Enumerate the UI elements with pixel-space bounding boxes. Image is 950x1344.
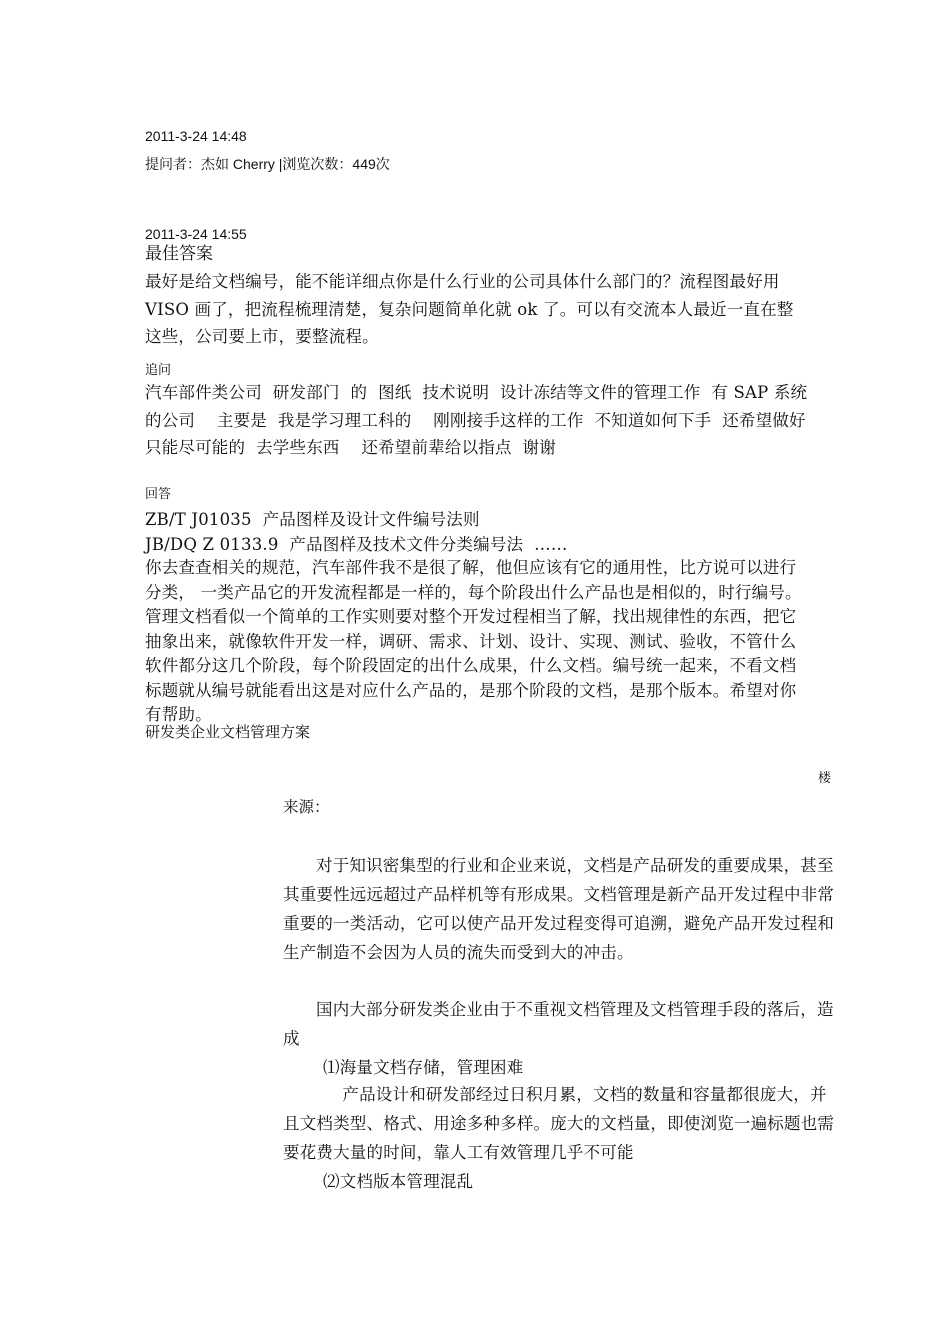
standard-1: ZB/T J01035 产品图样及设计文件编号法则	[145, 510, 480, 529]
standard-2: JB/DQ Z 0133.9 产品图样及技术文件分类编号法 ……	[145, 535, 568, 554]
question-timestamp: 2011-3-24 14:48	[145, 128, 247, 144]
article-para-2: 国内大部分研发类企业由于不重视文档管理及文档管理手段的落后，造成	[283, 1000, 834, 1048]
followup-label: 追问	[145, 363, 172, 378]
best-answer-heading: 最佳答案	[145, 244, 213, 264]
article-title: 研发类企业文档管理方案	[145, 723, 311, 741]
article-source: 来源：	[283, 798, 330, 816]
floor-marker: 楼	[818, 771, 832, 786]
article-item-1-title: ⑴海量文档存储，管理困难	[323, 1058, 524, 1077]
best-answer-text: 最好是给文档编号，能不能详细点你是什么行业的公司具体什么部门的？流程图最好用 VISO 画了，把流程梳理清楚，复杂问题简单化就 ok 了。可以有交流本人最近一直在整这些，公司要上市，要整流程。	[145, 272, 794, 346]
article-item-2-title: ⑵文档版本管理混乱	[323, 1172, 474, 1191]
asker-info: 提问者：杰如 Cherry |浏览次数：449次	[145, 156, 390, 172]
answer-timestamp: 2011-3-24 14:55	[145, 226, 247, 242]
reply-label: 回答	[145, 487, 172, 502]
article-para-1: 对于知识密集型的行业和企业来说，文档是产品研发的重要成果，甚至其重要性远远超过产品样机等有形成果。文档管理是新产品开发过程中非常重要的一类活动，它可以使产品开发过程变得可追溯，避免产品开发过程和生产制造不会因为人员的流失而受到大的冲击。	[283, 856, 835, 962]
followup-text: 汽车部件类公司 研发部门 的 图纸 技术说明 设计冻结等文件的管理工作 有 SAP 系统的公司 主要是 我是学习理工科的 刚刚接手这样的工作 不知道如何下手 还希望做好 只能尽可能的 去学些东西 还希望前辈给以指点 谢谢	[145, 383, 817, 457]
article-item-1-text: 产品设计和研发部经过日积月累，文档的数量和容量都很庞大，并且文档类型、格式、用途多种多样。庞大的文档量，即使浏览一遍标题也需要花费大量的时间，靠人工有效管理几乎不可能	[283, 1085, 835, 1162]
reply-text: 你去查查相关的规范，汽车部件我不是很了解，他但应该有它的通用性，比方说可以进行分类， 一类产品它的开发流程都是一样的，每个阶段出什么产品也是相似的，时行编号。管理文档看似一个简单的工作实则要对整个开发过程相当了解，找出规律性的东西，把它抽象出来，就像软件开发一样，调研、需求、计划、设计、实现、测试、验收，不管什么软件都分这几个阶段，每个阶段固定的出什么成果，什么文档。编号统一起来，不看文档标题就从编号就能看出这是对应什么产品的，是那个阶段的文档，是那个版本。希望对你有帮助。	[145, 558, 802, 724]
